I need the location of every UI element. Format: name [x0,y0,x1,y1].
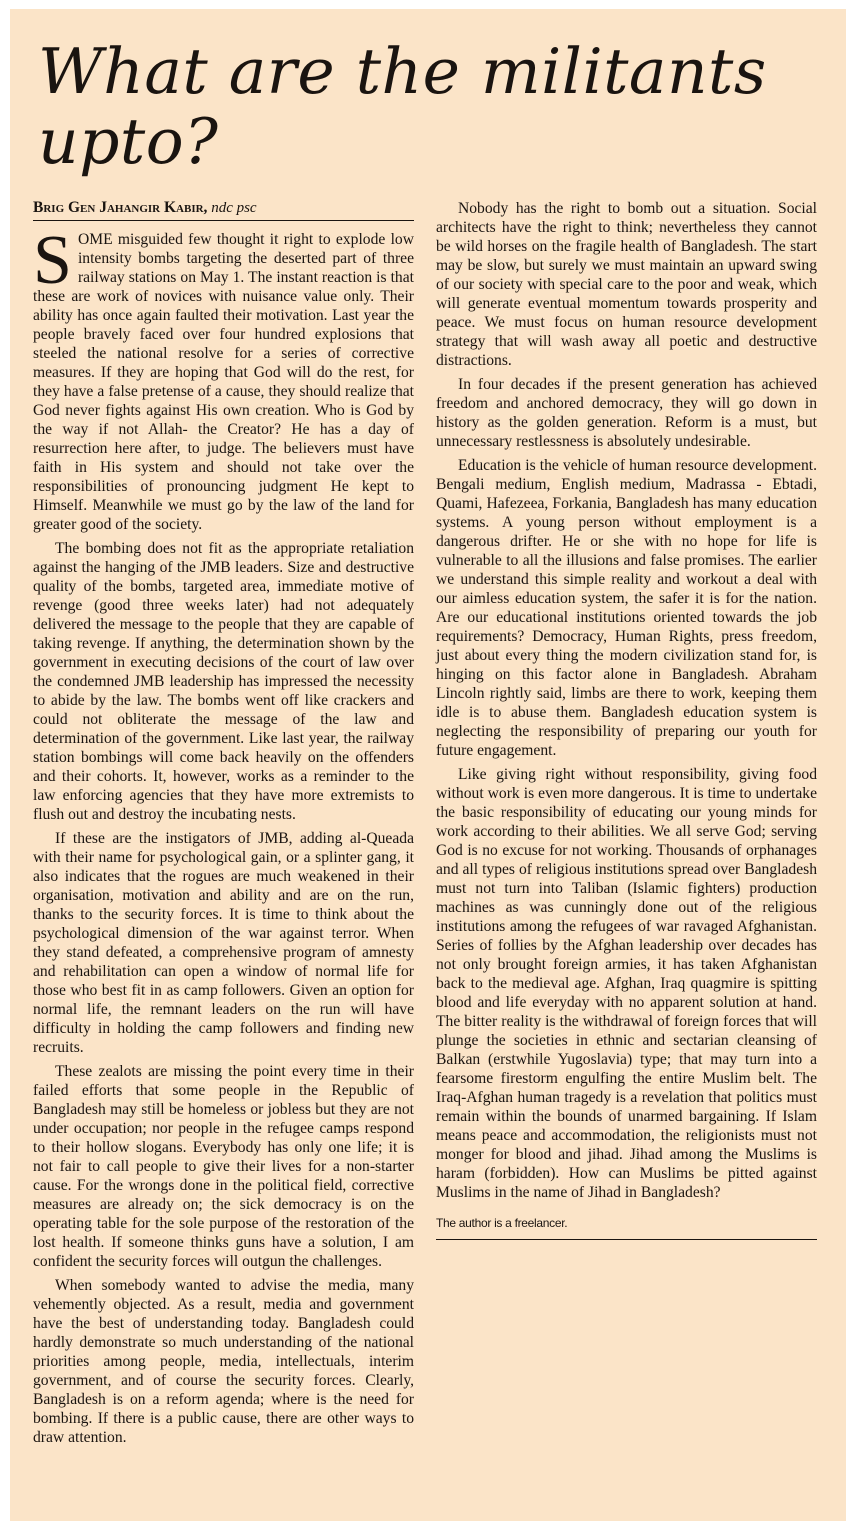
paragraph-5: When somebody wanted to advise the media, many vehemently objected. As a result, media and government have the best of understanding today. Bangladesh could hardly demonstrate so much understanding of the national priorities among people, media, intellectuals, interim government, and of course the security forces. Clearly, Bangladesh is on a reform agenda; where is the need for bombing. If there is a public cause, there are other ways to draw attention. [33,1277,414,1446]
headline: What are the militants upto? [38,35,767,178]
author-footnote: The author is a freelancer. [436,1216,817,1240]
paragraph-2: The bombing does not fit as the appropriate retaliation against the hanging of the JMB leaders. Size and destructive quality of the bombs, targeted area, immediate motive of revenge (good three weeks later) had not adequately delivered the message to the people that they are capable of taking revenge. If anything, the determination shown by the government in executing decisions of the court of law over the condemned JMB leadership has impressed the necessity to abide by the law. The bombs went off like crackers and could not obliterate the message of the law and determination of the government. Like last year, the railway station bombings will come back heavily on the offenders and their cohorts. It, however, works as a reminder to the law enforcing agencies that they have more extremists to flush out and destroy the incubating nests. [33,540,414,823]
author-credentials: ndc psc [211,200,257,216]
paragraph-4: These zealots are missing the point every time in their failed efforts that some people in the Republic of Bangladesh may still be homeless or jobless but they are not under occupation; nor people in the refugee camps respond to their hollow slogans. Everybody has only one life; it is not fair to call people to give their lives for a non-starter cause. For the wrongs done in the political field, corrective measures are already on; the sick democracy is on the operating table for the sole purpose of the restoration of the lost health. If someone thinks guns have a solution, I am confident the security forces will outgun the challenges. [33,1063,414,1270]
author-name: Brig Gen Jahangir Kabir, [33,199,208,216]
paragraph-9: Like giving right without responsibility, giving food without work is even more dangerous. It is time to undertake the basic responsibility of educating our young minds for work according to their abilities. We all serve God; serving God is no excuse for not working. Thousands of orphanages and all types of religious institutions spread over Bangladesh must not turn into Taliban (Islamic fighters) production machines as was cunningly done out of the religious institutions among the refugees of war ravaged Afghanistan. Series of follies by the Afghan leadership over decades has not only brought foreign armies, it has taken Afghanistan back to the medieval age. Afghan, Iraq quagmire is spitting blood and life everyday with no apparent solution at hand. The bitter reality is the withdrawal of foreign forces that will plunge the societies in ethnic and sectarian cleansing of Balkan (erstwhile Yugoslavia) type; that may turn into a fearsome firestorm engulfing the entire Muslim belt. The Iraq-Afghan human tragedy is a revelation that politics must remain within the bounds of unarmed bargaining. If Islam means peace and accommodation, the religionists must not monger for blood and jihad. Jihad among the Muslims is haram (forbidden). How can Muslims be pitted against Muslims in the name of Jihad in Bangladesh? [436,766,817,1201]
drop-cap: S [33,222,72,299]
paragraph-3: If these are the instigators of JMB, adding al-Queada with their name for psychological gain, or a splinter gang, it also indicates that the rogues are much weakened in their organisation, motivation and ability and are on the run, thanks to the security forces. It is time to think about the psychological dimension of the war against terror. When they stand defeated, a comprehensive program of amnesty and rehabilitation can open a window of normal life for those who best fit in as camp followers. Given an option for normal life, the remnant leaders on the run will have difficulty in holding the camp followers and finding new recruits. [33,830,414,1056]
article-page [10,9,846,1521]
paragraph-6: Nobody has the right to bomb out a situation. Social architects have the right to think; nevertheless they cannot be wild horses on the fragile health of Bangladesh. The start may be slow, but surely we must maintain an upward swing of our society with special care to the poor and weak, which will generate eventual momentum towards prosperity and peace. We must focus on human resource development strategy that will wash away all poetic and destructive distractions. [436,200,817,369]
paragraph-1-text: OME misguided few thought it right to explode low intensity bombs targeting the deserted part of three railway stations on May 1. The instant reaction is that these are work of novices with nuisance value only. Their ability has once again faulted their motivation. Last year the people bravely faced over four hundred explosions that steeled the national resolve for a series of corrective measures. If they are hoping that God will do the rest, for they have a false pretense of a cause, they should realize that God never fights against His own creation. Who is God by the way if not Allah- the Creator? He has a day of resurrection here after, to judge. The believers must have faith in His system and should not take over the responsibilities of pronouncing judgment He kept to Himself. Meanwhile we must go by the law of the land for greater good of the society. [33,231,414,533]
column-left [33,199,414,1452]
paragraph-1 [33,222,414,534]
column-right [436,199,817,1245]
paragraph-7: In four decades if the present generation has achieved freedom and anchored democracy, they will go down in history as the golden generation. Reform is a must, but unnecessary restlessness is absolutely undesirable. [436,376,817,450]
byline [33,199,414,221]
paragraph-8: Education is the vehicle of human resource development. Bengali medium, English medium, Madrassa - Ebtadi, Quami, Hafezeea, Forkania, Bangladesh has many education systems. A young person without employment is a dangerous drifter. He or she with no hope for life is vulnerable to all the illusions and false promises. The earlier we understand this simple reality and workout a deal with our aimless education system, the safer it is for the nation. Are our educational institutions oriented towards the job requirements? Democracy, Human Rights, press freedom, just about every thing the modern civilization stand for, is hinging on this factor alone in Bangladesh. Abraham Lincoln rightly said, limbs are there to work, keeping them idle is to abuse them. Bangladesh education system is neglecting the responsibility of preparing our youth for future engagement. [436,457,817,759]
